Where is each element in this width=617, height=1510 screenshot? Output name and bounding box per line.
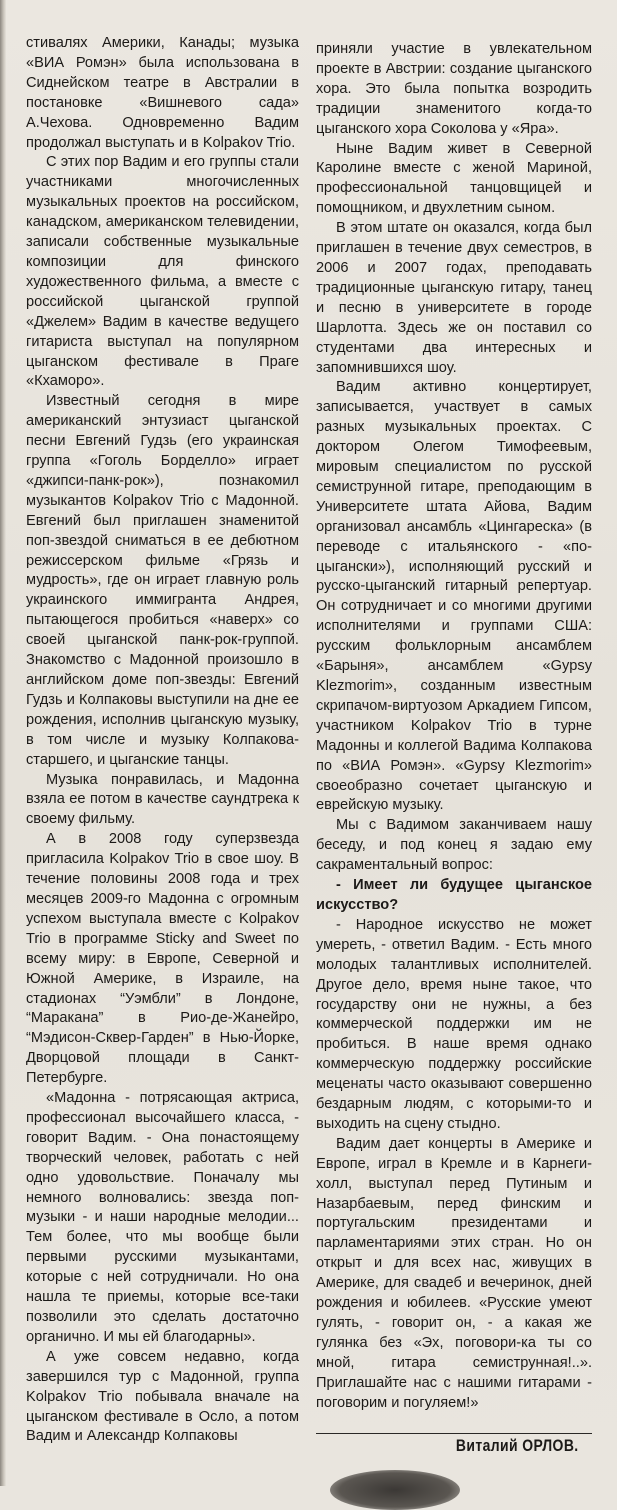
paragraph: Вадим активно концертирует, записывается, участвует в самых разных музыкальных проектах. С доктором Олегом Тимофеевым, мировым специалистом по русской семиструнной гитаре, преподающим в Университете штата Айова, Вадим организовал ансамбль «Цингареска» (в переводе с итальянского - «по-цыгански»), исполняющий русский и русско-цыганский гитарный репертуар. Он сотрудничает и со многими другими исполнителями и группами США: русским фольклорным ансамблем «Барыня», ансамблем «Gypsy Klezmorim», созданным известным скрипачом-виртуозом Аркадием Гипсом, участником Kolpakov Trio в турне Мадонны и коллегой Вадима Колпакова по «ВИА Ромэн». «Gypsy Klezmorim» своеобразно сочетает цыганскую и еврейскую музыку.	[316, 379, 592, 814]
paragraph: В этом штате он оказался, когда был приглашен в течение двух семестров, в 2006 и 2007 годах, преподавать традиционные цыганскую гитару, танец и песню в университете в городе Шарлотта. Здесь же он поставил со студентами два интересных и запомнившихся шоу.	[316, 220, 592, 376]
paragraph: Известный сегодня в мире американский энтузиаст цыганской песни Евгений Гудзь (его украинская группа «Гоголь Борделло» играет «джипси-панк-рок»), познакомил музыкантов Kolpakov Trio с Мадонной. Евгений был приглашен знаменитой поп-звездой сниматься в ее дебютном режиссерском фильме «Грязь и мудрость», где он играет главную роль украинского иммигранта Андрея, пытающегося пробиться «наверх» со своей цыганской панк-рок-группой. Знакомство с Мадонной произошло в английском доме поп-звезды: Евгений Гудзь и Колпаковы выступили на дне ее рождения, исполнив цыганскую музыку, в том числе и музыку Колпакова-старшего, и цыганские танцы.	[26, 393, 299, 768]
paragraph: С этих пор Вадим и его группы стали участниками многочисленных музыкальных проектов на российском, канадском, американском телевидении, записали собственные музыкальные композиции для финского художественного фильма, а вместе с российской цыганской группой «Джелем» Вадим в качестве ведущего гитариста выступал на популярном цыганском фестивале в Праге «Кхаморо».	[26, 154, 299, 390]
interview-question: - Имеет ли будущее цыганское искусство?	[316, 877, 592, 913]
article-column-right	[316, 40, 592, 1414]
paragraph: Вадим дает концерты в Америке и Европе, играл в Кремле и в Карнеги-холл, выступал перед Путиным и Назарбаевым, перед финским и португальским президентами и парламентариями этих стран. Но он открыт и для всех нас, живущих в Америке, для свадеб и вечеринок, дней рождения и юбилеев. «Русские умеют гулять, - говорит он, - а какая же гулянка без «Эх, поговори-ка ты со мной, гитара семиструнная!..». Приглашайте нас с нашими гитарами - поговорим и погуляем!»	[316, 1135, 592, 1411]
paragraph: А в 2008 году суперзвезда пригласила Kolpakov Trio в свое шоу. В течение половины 2008 года и трех месяцев 2009-го Мадонна с огромным успехом выступала вместе с Kolpakov Trio в программе Sticky and Sweet по всему миру: в Европе, Северной и Южной Америке, в Израиле, на стадионах “Уэмбли” в Лондоне, “Маракана” в Рио-де-Жанейро, “Мэдисон-Сквер-Гарден” в Нью-Йорке, Дворцовой площади в Санкт-Петербурге.	[26, 831, 299, 1087]
paragraph: приняли участие в увлекательном проекте в Австрии: создание цыганского хора. Это была попытка возродить традиции знаменитого когда-то цыганского хора Соколова у «Яра».	[316, 41, 592, 137]
paragraph: А уже совсем недавно, когда завершился тур с Мадонной, группа Kolpakov Trio побывала вначале на цыганском фестивале в Осло, а потом Вадим и Александр Колпаковы	[26, 1348, 299, 1445]
author-signature: Виталий ОРЛОВ.	[456, 1436, 579, 1455]
page-fold-shadow	[0, 0, 6, 1486]
article-column-left	[26, 34, 299, 1447]
photo-fragment	[330, 1470, 460, 1510]
paragraph: Музыка понравилась, и Мадонна взяла ее потом в качестве саундтрека к своему фильму.	[26, 771, 299, 828]
paragraph: - Народное искусство не может умереть, - ответил Вадим. - Есть много молодых талантливых исполнителей. Другое дело, время ныне такое, что государству они не нужны, а без коммерческой поддержки им не пробиться. В наше время однако коммерческую поддержку российские меценаты часто оказывают совершенно бездарным людям, с которыми-то и выходить на сцену стыдно.	[316, 916, 592, 1132]
paragraph: «Мадонна - потрясающая актриса, профессионал высочайшего класса, - говорит Вадим. - Она понастоящему творческий человек, работать с ней одно удовольствие. Поначалу мы немного волновались: звезда поп-музыки - и наши народные мелодии... Тем более, что мы вообще были первыми русскими музыкантами, которые с ней сотрудничали. Но она нашла те приемы, которые все-таки позволили это сделать достаточно органично. И мы ей благодарны».	[26, 1090, 299, 1345]
paragraph: стивалях Америки, Канады; музыка «ВИА Ромэн» была использована в Сиднейском театре в Австралии в постановке «Вишневого сада» А.Чехова. Одновременно Вадим продолжал выступать и в Kolpakov Trio.	[26, 35, 299, 151]
paragraph: Мы с Вадимом заканчиваем нашу беседу, и под конец я задаю ему сакраментальный вопрос:	[316, 817, 592, 874]
paragraph: Ныне Вадим живет в Северной Каролине вместе с женой Мариной, профессиональной танцовщицей и помощником, и двухлетним сыном.	[316, 140, 592, 217]
signature-divider	[316, 1433, 592, 1434]
